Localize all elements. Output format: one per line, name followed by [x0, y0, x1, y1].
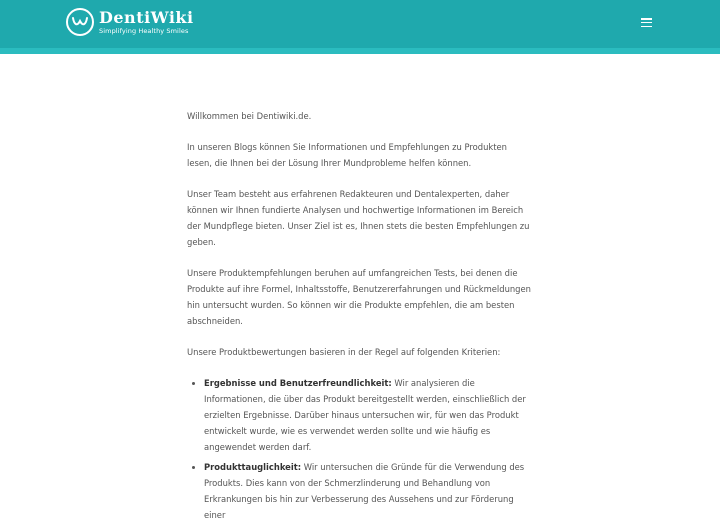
criteria-text: Wir analysieren die Informationen, die über das Produkt bereitgestellt werden, einschließlich der erzielten Ergebnisse. Darüber hinaus untersuchen wir, für wen das Produkt entwickelt wurde, wie es verwendet werden sollte und wie häufig es angewendet werden darf.: [204, 378, 526, 452]
criteria-title: Produkttauglichkeit:: [204, 462, 302, 472]
main-content: [187, 108, 532, 527]
brand-tagline: Simplifying Healthy Smiles: [99, 26, 189, 35]
criteria-list: [187, 375, 532, 523]
criteria-title: Ergebnisse und Benutzerfreundlichkeit:: [204, 378, 392, 388]
paragraph: Unser Team besteht aus erfahrenen Redakteuren und Dentalexperten, daher können wir Ihnen fundierte Analysen und hochwertige Informationen im Bereich der Mundpflege bieten. Unser Ziel ist es, Ihnen stets die besten Empfehlungen zu geben.: [187, 189, 530, 247]
paragraph: Unsere Produktempfehlungen beruhen auf umfangreichen Tests, bei denen die Produkte auf ihre Formel, Inhaltsstoffe, Benutzererfahrungen und Rückmeldungen hin untersucht wurden. So können wir die Produkte empfehlen, die am besten abschneiden.: [187, 268, 531, 326]
criteria-text: Wir untersuchen die Gründe für die Verwendung des Produkts. Dies kann von der Schmerzlinderung und Behandlung von Erkrankungen bis hin zur Verbesserung des Aussehens und zur Förderung einer: [204, 462, 525, 520]
brand-name: DentiWiki: [99, 7, 194, 27]
site-logo[interactable]: [66, 8, 194, 36]
hamburger-menu-icon[interactable]: [641, 18, 652, 27]
paragraph: In unseren Blogs können Sie Informationen und Empfehlungen zu Produkten lesen, die Ihnen bei der Lösung Ihrer Mundprobleme helfen können.: [187, 142, 507, 168]
criteria-intro: Unsere Produktbewertungen basieren in der Regel auf folgenden Kriterien:: [187, 347, 501, 357]
site-header: [0, 0, 720, 54]
list-item: [204, 375, 532, 455]
tooth-logo-icon: [66, 8, 94, 36]
intro-paragraph: Willkommen bei Dentiwiki.de.: [187, 111, 312, 121]
list-item: [204, 459, 532, 523]
